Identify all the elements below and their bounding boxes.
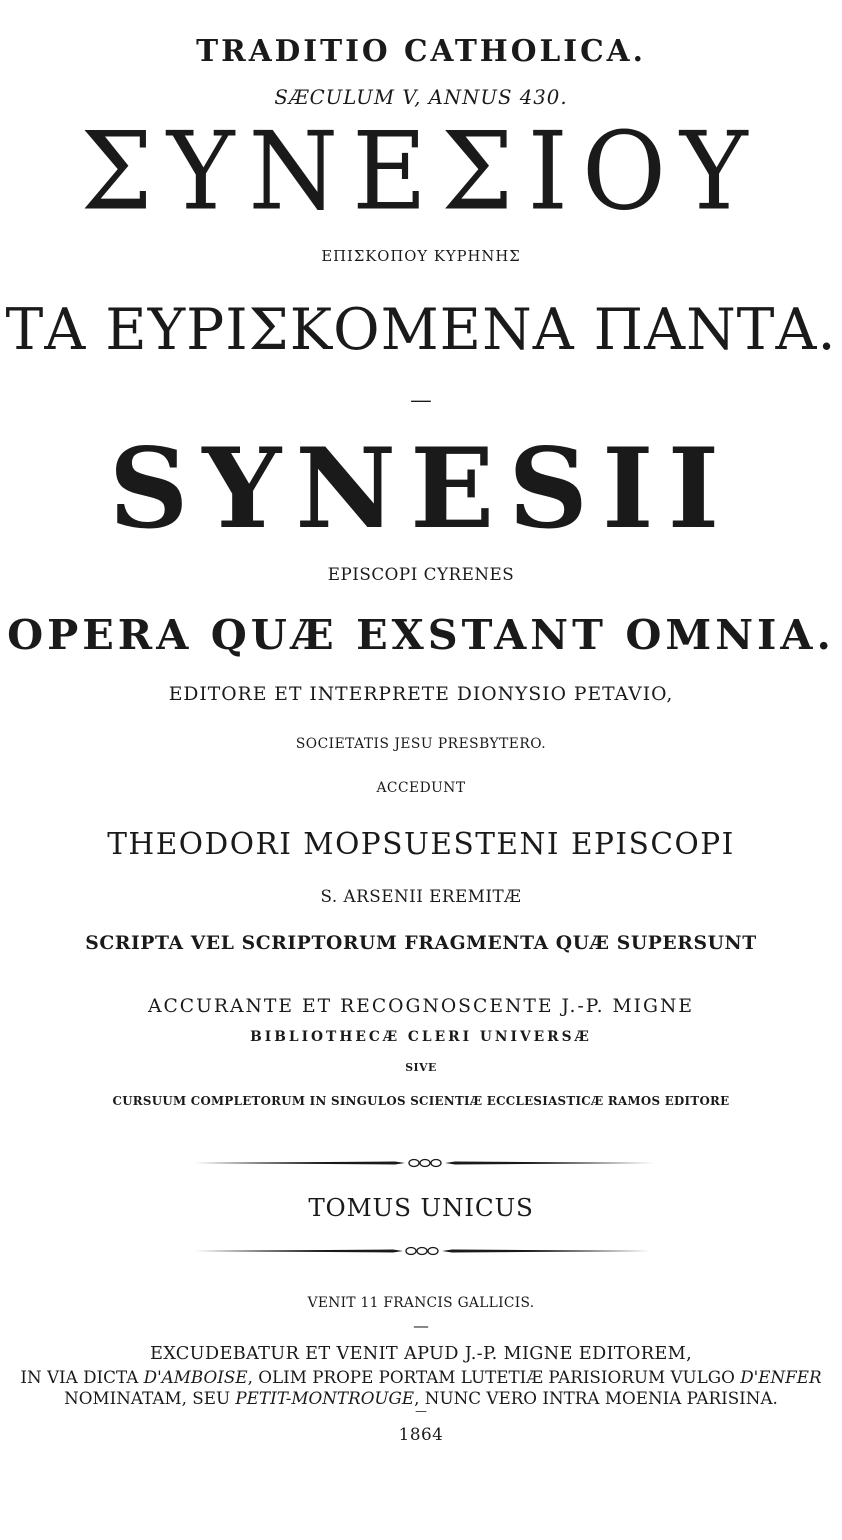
accurante-line: ACCURANTE ET RECOGNOSCENTE J.-P. MIGNE xyxy=(147,996,695,1017)
separator-dash-year: — xyxy=(415,1404,427,1418)
greek-author-subtitle: ΕΠΙΣΚΟΠΟΥ ΚΥΡΗΝΗΣ xyxy=(321,248,521,265)
imprint-locality-name: PETIT-MONTROUGE xyxy=(235,1388,415,1408)
greek-works-title: ΤΑ ΕΥΡΙΣΚΟΜΕΝΑ ΠΑΝΤΑ. xyxy=(5,297,837,363)
cursuum-line: CURSUUM COMPLETORUM IN SINGULOS SCIENTIÆ ECCLESIASTICÆ RAMOS EDITORE xyxy=(112,1094,730,1108)
publication-year: 1864 xyxy=(398,1424,444,1444)
series-title: TRADITIO CATHOLICA. xyxy=(196,33,646,68)
price-line: VENIT 11 FRANCIS GALLICIS. xyxy=(307,1295,535,1311)
imprint-address-middle: , OLIM PROPE PORTAM LUTETIÆ PARISIORUM VULGO xyxy=(247,1367,741,1387)
accedunt-line: ACCEDUNT xyxy=(376,780,466,796)
greek-author-title: ΣΥΝΕΣΙΟΥ xyxy=(80,109,762,235)
imprint-street-name: D'AMBOISE xyxy=(143,1367,248,1387)
volume-line: TOMUS UNICUS xyxy=(308,1193,534,1222)
imprint-locality-suffix: , NUNC VERO INTRA MOENIA PARISINA. xyxy=(414,1388,778,1408)
imprint-publisher-line: EXCUDEBATUR ET VENIT APUD J.-P. MIGNE EDITOREM, xyxy=(149,1344,693,1364)
ornament-rule-bottom xyxy=(195,1244,650,1258)
latin-author-subtitle: EPISCOPI CYRENES xyxy=(327,564,515,584)
scripta-line: SCRIPTA VEL SCRIPTORUM FRAGMENTA QUÆ SUPERSUNT xyxy=(85,932,757,954)
arsenii-line: S. ARSENII EREMITÆ xyxy=(320,886,522,906)
imprint-address-line xyxy=(0,1369,842,1386)
ornament-rule-top xyxy=(195,1156,655,1170)
imprint-address-prefix: IN VIA DICTA xyxy=(20,1367,144,1387)
latin-works-title: OPERA QUÆ EXSTANT OMNIA. xyxy=(7,610,835,659)
editor-society-line: SOCIETATIS JESU PRESBYTERO. xyxy=(295,736,547,752)
editor-line: EDITORE ET INTERPRETE DIONYSIO PETAVIO, xyxy=(168,684,674,705)
century-year-line: SÆCULUM V, ANNUS 430. xyxy=(274,86,568,109)
theodori-title: THEODORI MOPSUESTENI EPISCOPI xyxy=(107,827,735,861)
imprint-gate-name: D'ENFER xyxy=(740,1367,822,1387)
sive-line: SIVE xyxy=(405,1061,437,1074)
separator-dash-imprint: — xyxy=(413,1316,429,1335)
latin-author-title: SYNESII xyxy=(108,424,734,554)
bibliotheca-line: BIBLIOTHECÆ CLERI UNIVERSÆ xyxy=(250,1029,592,1045)
imprint-locality-prefix: NOMINATAM, SEU xyxy=(64,1388,236,1408)
separator-dash: — xyxy=(410,388,432,413)
